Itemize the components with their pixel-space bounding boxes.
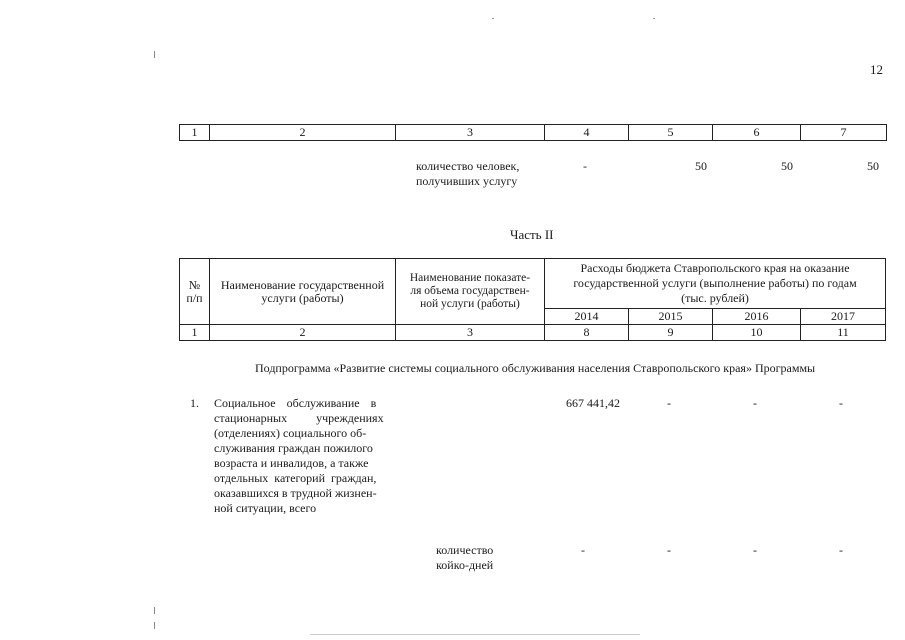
value-col4: - [583, 159, 587, 173]
indicator-line: количество [436, 543, 494, 557]
item-description [214, 396, 391, 516]
item-description-line: возраста и инвалидов, а также [214, 456, 369, 470]
col-number-cell: 6 [713, 125, 801, 141]
numbering-cell: 9 [629, 325, 713, 341]
year-2017-header: 2017 [801, 309, 886, 325]
item-value-2016: - [753, 396, 757, 410]
item-value-2015: - [667, 396, 671, 410]
indicator-people-label [416, 159, 519, 189]
value-col6: 50 [781, 159, 793, 173]
header-indicator-line: ной услуги (работы) [420, 298, 520, 310]
numbering-cell: 10 [713, 325, 801, 341]
header-expenses [545, 259, 886, 309]
item-description-line: (отделениях) социального об- [214, 426, 367, 440]
header-number [180, 259, 210, 325]
header-expenses-line: (тыс. рублей) [681, 291, 749, 305]
header-indicator-line: Наименование показате- [409, 272, 531, 284]
year-2016-header: 2016 [713, 309, 801, 325]
col-number-cell: 4 [545, 125, 629, 141]
value-col5: 50 [695, 159, 707, 173]
item-description-line: отдельных категорий граждан, [214, 471, 377, 485]
col-number-cell: 2 [210, 125, 396, 141]
col-number-cell: 1 [180, 125, 210, 141]
indicator-line: количество человек, [416, 159, 520, 173]
expenses-header-table [179, 258, 886, 341]
header-number-line: п/п [186, 290, 203, 305]
scan-footer-line [310, 634, 640, 635]
header-number-line: № [188, 277, 201, 292]
col-number-cell: 5 [629, 125, 713, 141]
indicator-value-2016: - [753, 543, 757, 557]
year-2015-header: 2015 [629, 309, 713, 325]
indicator-line: получивших услугу [416, 174, 518, 188]
item-description-line: Социальное обслуживание в [214, 396, 377, 410]
col-number-cell: 3 [396, 125, 545, 141]
header-expenses-line: Расходы бюджета Ставропольского края на оказание [580, 261, 850, 275]
scan-speck [154, 607, 155, 614]
scan-speck [154, 51, 155, 58]
item-description-line: стационарных учреждениях [214, 411, 384, 425]
numbering-cell: 8 [545, 325, 629, 341]
header-service: Наименование государственной услуги (работы) [210, 259, 396, 325]
indicator-line: койко-дней [436, 558, 494, 572]
numbering-cell: 3 [396, 325, 545, 341]
item-value-2014: 667 441,42 [566, 396, 620, 410]
item-number: 1. [190, 396, 199, 410]
indicator-value-2017: - [839, 543, 843, 557]
page-number: 12 [870, 62, 883, 77]
part-title: Часть II [510, 227, 554, 242]
year-2014-header: 2014 [545, 309, 629, 325]
item-description-line: ной ситуации, всего [214, 501, 317, 515]
header-indicator-line: ля объема государствен- [410, 285, 530, 297]
scan-speck [653, 18, 655, 19]
continuation-header-table [179, 124, 887, 141]
header-expenses-line: государственной услуги (выполнение работы) по годам [573, 276, 857, 290]
indicator-value-2015: - [667, 543, 671, 557]
subprogram-title: Подпрограмма «Развитие системы социального обслуживания населения Ставропольского края» Программы [255, 361, 816, 375]
column-numbers-row [180, 125, 887, 141]
header-indicator [396, 259, 545, 325]
scan-speck [154, 622, 155, 629]
value-col7: 50 [867, 159, 879, 173]
numbering-cell: 1 [180, 325, 210, 341]
indicator-value-2014: - [581, 543, 585, 557]
item-description-line: служивания граждан пожилого [214, 441, 373, 455]
numbering-cell: 11 [801, 325, 886, 341]
indicator-bed-days-label [436, 543, 493, 573]
item-description-line: оказавшихся в трудной жизнен- [214, 486, 377, 500]
numbering-cell: 2 [210, 325, 396, 341]
numbering-row [180, 325, 886, 341]
item-value-2017: - [839, 396, 843, 410]
col-number-cell: 7 [801, 125, 887, 141]
scan-speck [492, 18, 494, 19]
